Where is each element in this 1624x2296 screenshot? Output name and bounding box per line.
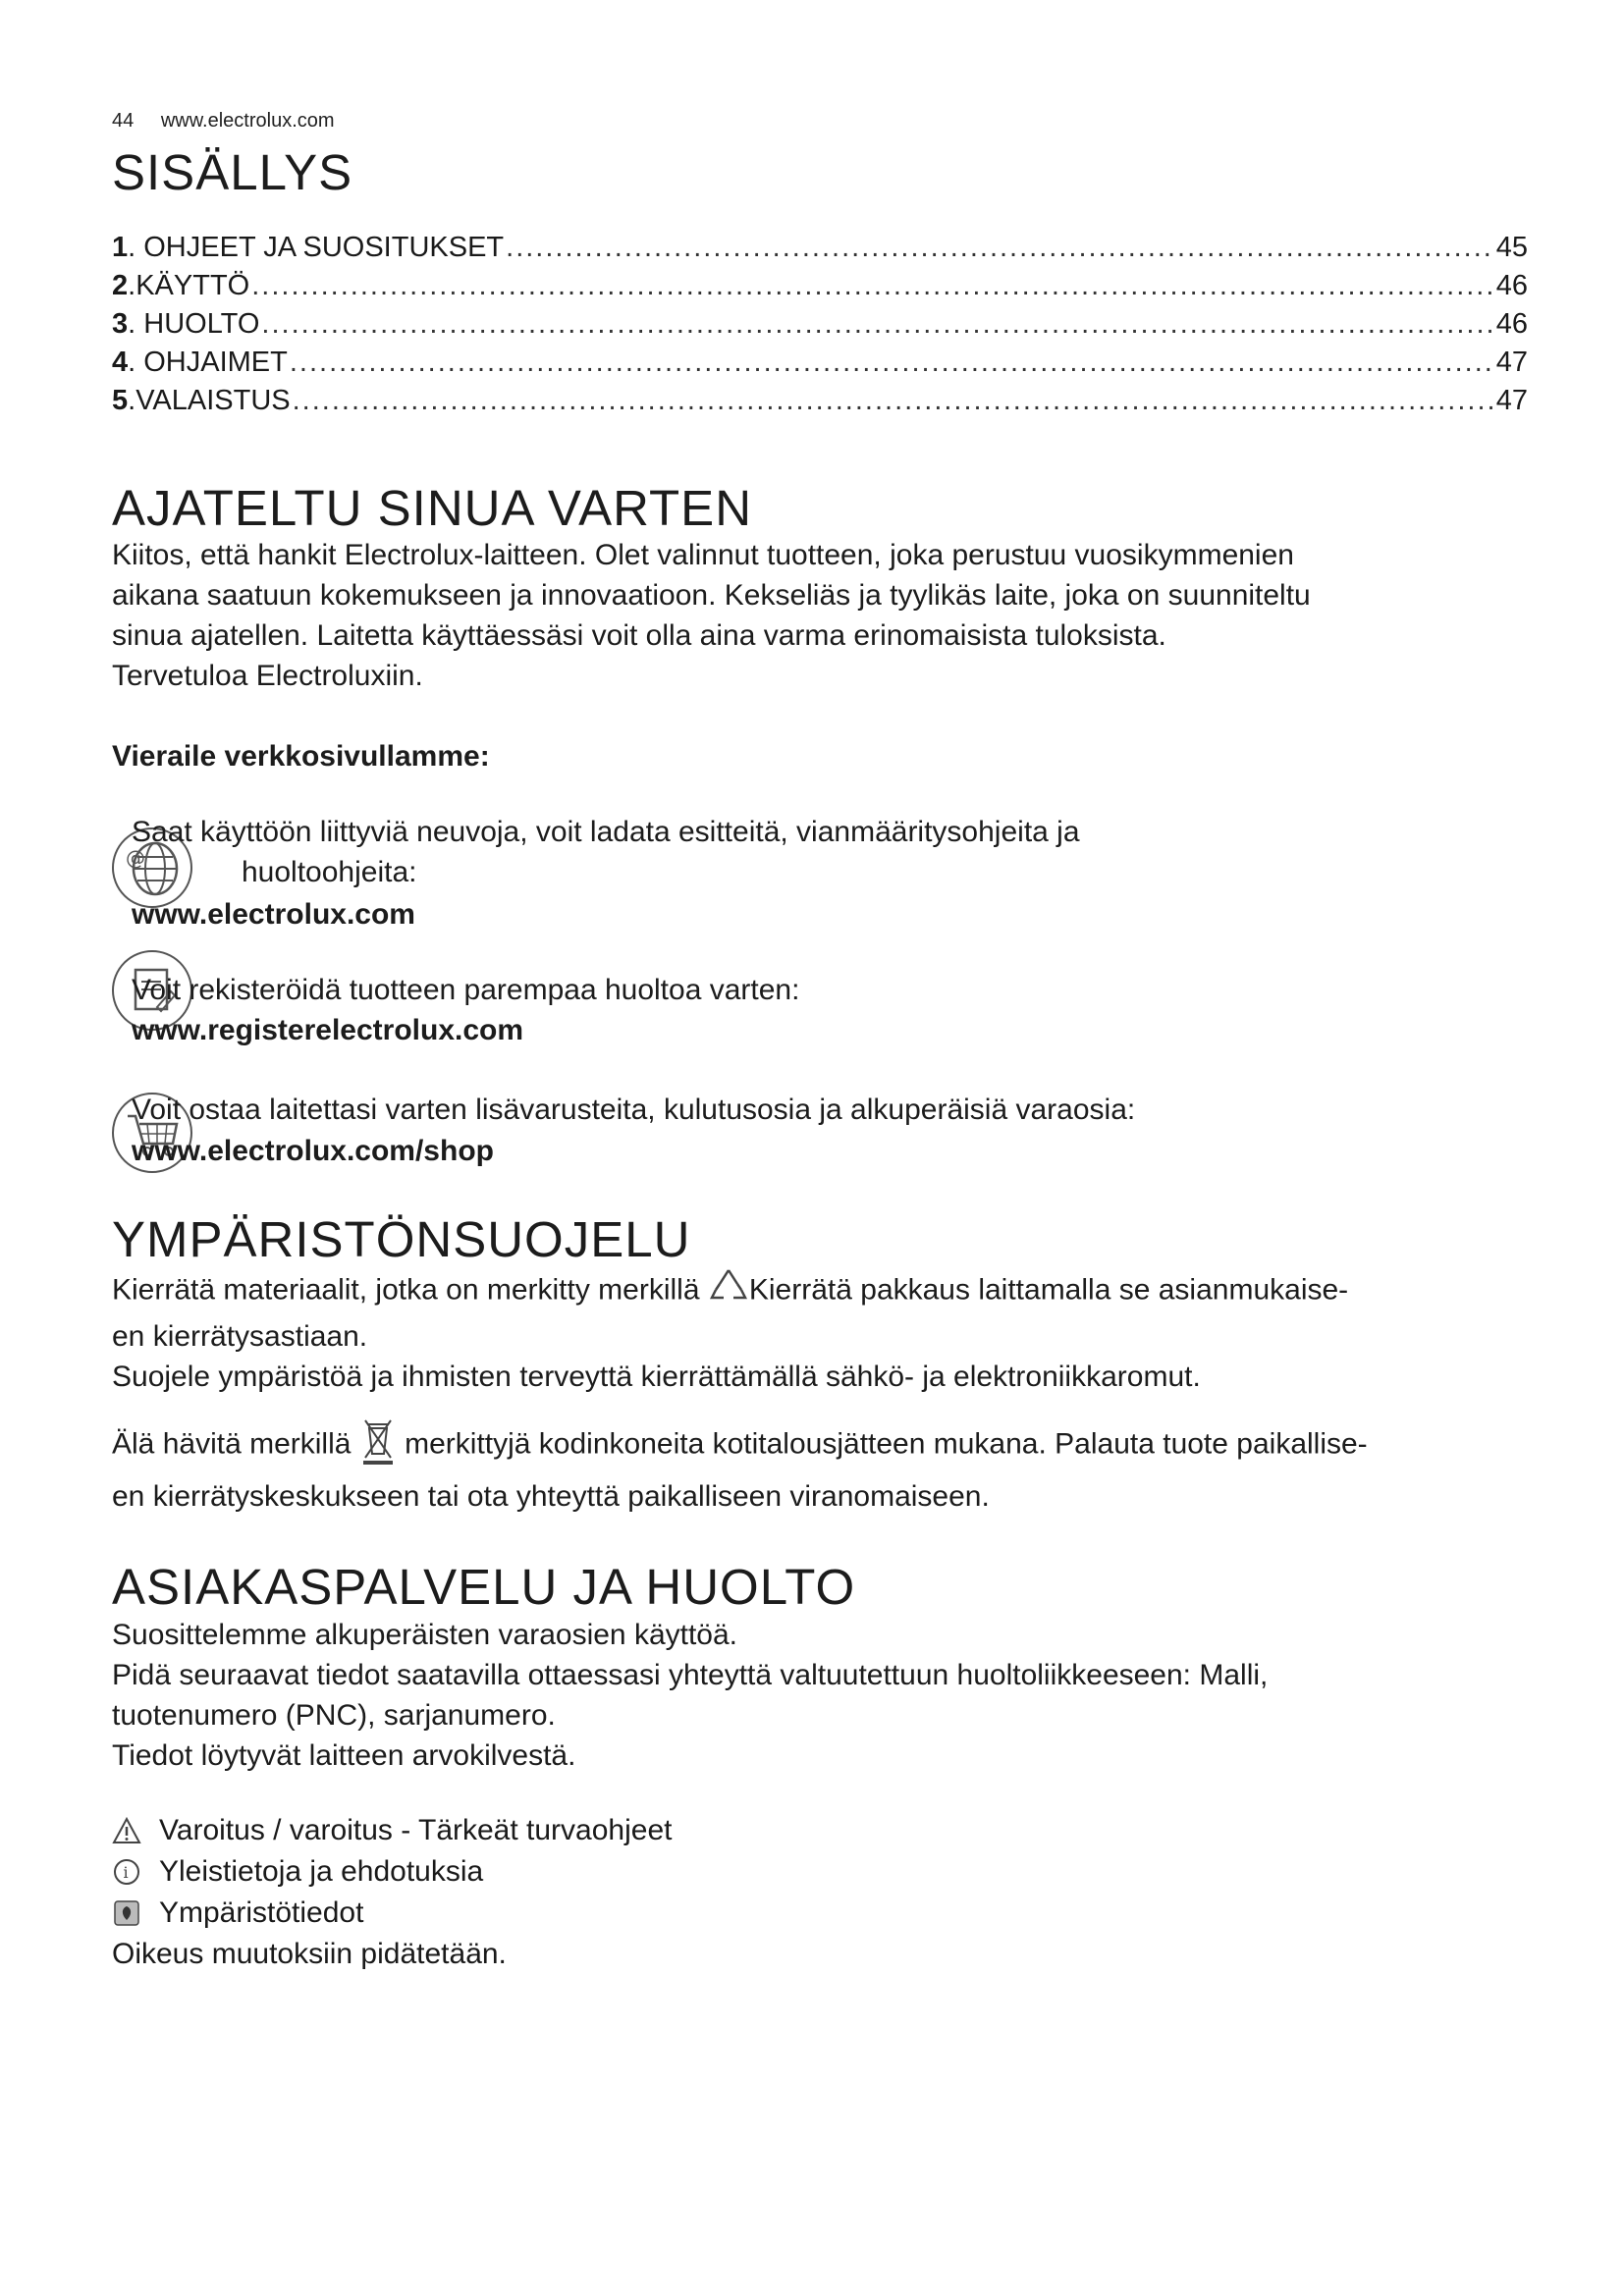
footer-note: Oikeus muutoksiin pidätetään. [112,1938,507,1970]
page-header [112,110,335,133]
page-number: 44 [112,110,135,132]
intro-title: AJATELTU SINUA VARTEN [112,480,753,536]
toc-item[interactable]: 5 .VALAISTUS ..... 47 [112,385,1528,423]
visit-heading: Vieraile verkkosivullamme: [112,740,490,773]
toc-item-label: .KÄYTTÖ [128,270,250,301]
svg-text:@: @ [126,846,145,870]
legend-item: i Yleistietoja ja ehdotuksia [112,1851,672,1893]
toc-item[interactable]: 3 . HUOLTO ..... 46 [112,308,1528,347]
legend [112,1810,672,1975]
toc-item-label: .VALAISTUS [128,385,291,416]
visit-item-globe: Saat käyttöön liittyviä neuvoja, voit ladata esitteitä, vianmääritysohjeita ja huoltoohjeita: [132,816,1080,888]
svg-text:i: i [123,1863,129,1882]
register-link[interactable]: www.registerelectrolux.com [132,1014,524,1046]
table-of-contents [112,232,1528,423]
legend-item: Varoitus / varoitus - Tärkeät turvaohjeet [112,1810,672,1851]
info-icon [112,1857,141,1887]
toc-item-label: . HUOLTO [128,308,260,340]
crossed-bin-icon [359,1415,397,1476]
legend-item: Ympäristötiedot [112,1893,672,1934]
environment-title: YMPÄRISTÖNSUOJELU [112,1211,691,1267]
service-text: Suosittelemme alkuperäisten varaosien käyttöä. Pidä seuraavat tiedot saatavilla ottaessasi yhteyttä valtuutettuun huoltoliikkeeseen: Malli, tuotenumero (PNC), sarjanumero. Tiedot löytyvät laitteen arvokilvestä. [112,1619,1269,1772]
warning-icon [112,1816,141,1845]
toc-item[interactable]: 1 . OHJEET JA SUOSITUKSET ..... 45 [112,232,1528,270]
toc-item-label: . OHJAIMET [128,347,288,378]
toc-item-page: 45 [1495,232,1528,263]
toc-item-page: 47 [1495,385,1528,416]
toc-item-label: . OHJEET JA SUOSITUKSET [128,232,505,263]
electrolux-link[interactable]: www.electrolux.com [132,898,415,931]
toc-item-page: 46 [1495,270,1528,301]
shop-link[interactable]: www.electrolux.com/shop [132,1135,494,1167]
environment-icon [112,1898,141,1928]
visit-item-register: Voit rekisteröidä tuotteen parempaa huoltoa varten: [132,974,800,1006]
environment-text: Kierrätä materiaalit, jotka on merkitty merkillä Kierrätä pakkaus laittamalla se asianmukaise- en kierrätysastiaan. Suojele ympäristöä ja ihmisten terveyttä kierrättämällä sähkö- ja elektroniikkaromut. Älä hävitä merkillä merkittyjä kodinkoneita kotitalousjätteen mukana. Palauta tuote paikallise- en kierrätyskeskukseen tai ota yhteyttä paikalliseen viranomaiseen. [112,1266,1545,1517]
service-title: ASIAKASPALVELU JA HUOLTO [112,1559,856,1615]
toc-item[interactable]: 2 .KÄYTTÖ ..... 46 [112,270,1528,308]
toc-item-page: 47 [1495,347,1528,378]
website-url[interactable]: www.electrolux.com [160,110,335,132]
recycle-icon [708,1266,749,1316]
toc-item-page: 46 [1495,308,1528,340]
intro-text: Kiitos, että hankit Electrolux-laitteen. Olet valinnut tuotteen, joka perustuu vuosikymmenien aikana saatuun kokemukseen ja innovaatioon. Kekseliäs ja tyylikäs laite, joka on suunniteltu sinua ajatellen. Laitetta käyttäessäsi voit olla aina varma erinomaisista tuloksista. Tervetuloa Electroluxiin. [112,539,1311,692]
toc-item[interactable]: 4 . OHJAIMET ..... 47 [112,347,1528,385]
visit-item-shop: Voit ostaa laitettasi varten lisävarusteita, kulutusosia ja alkuperäisiä varaosia: [132,1094,1136,1126]
toc-title: SISÄLLYS [112,144,353,200]
